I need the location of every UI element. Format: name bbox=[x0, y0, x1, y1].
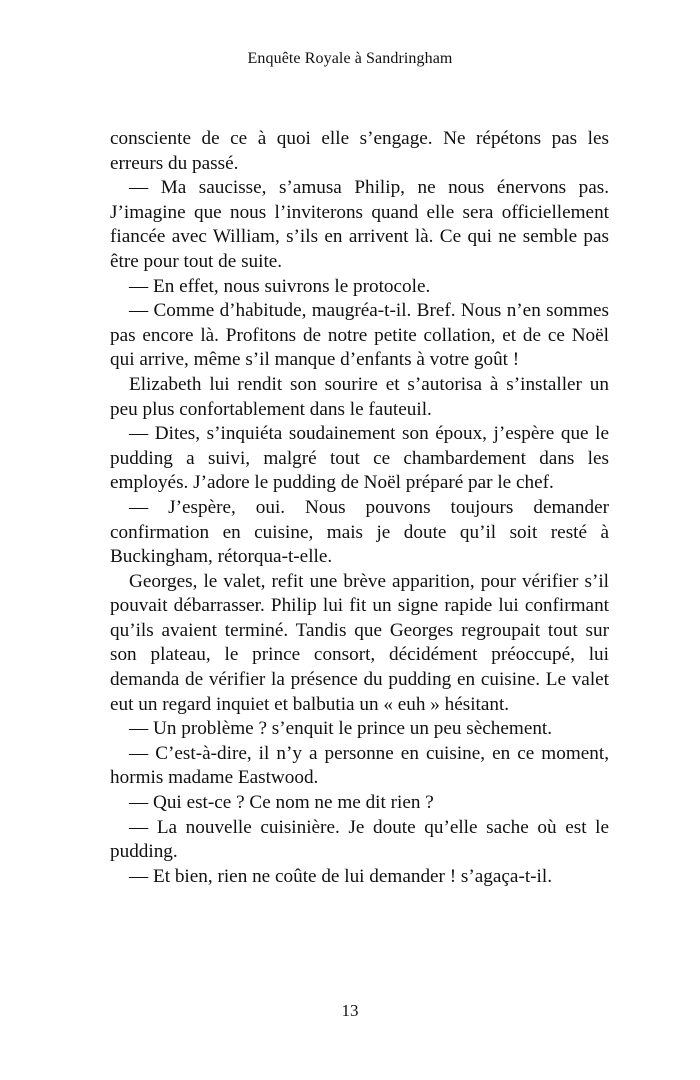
paragraph: Georges, le valet, refit une brève apparition, pour vérifier s’il pouvait débarrasser. Philip lui fit un signe rapide lui confirmant qu’ils avaient terminé. Tandis que Georges regroupait tout sur son plateau, le prince consort, décidément préoccupé, lui demanda de vérifier la présence du pudding en cuisine. Le valet eut un regard inquiet et balbutia un « euh » hésitant. bbox=[110, 570, 609, 715]
body-text bbox=[110, 127, 609, 889]
paragraph: — La nouvelle cuisinière. Je doute qu’elle sache où est le pudding. bbox=[110, 816, 609, 863]
paragraph: — En effet, nous suivrons le protocole. bbox=[129, 275, 431, 297]
paragraph: — C’est-à-dire, il n’y a personne en cuisine, en ce moment, hormis madame Eastwood. bbox=[110, 742, 609, 789]
page-number: 13 bbox=[341, 1001, 359, 1020]
paragraph: — J’espère, oui. Nous pouvons toujours demander confirmation en cuisine, mais je doute qu’il soit resté à Buckingham, rétorqua-t-elle. bbox=[110, 496, 609, 568]
paragraph: — Un problème ? s’enquit le prince un peu sèchement. bbox=[129, 718, 553, 740]
paragraph: — Et bien, rien ne coûte de lui demander ! s’agaça-t-il. bbox=[129, 865, 553, 887]
paragraph: — Qui est-ce ? Ce nom ne me dit rien ? bbox=[129, 792, 434, 814]
paragraph: — Ma saucisse, s’amusa Philip, ne nous énervons pas. J’imagine que nous l’inviterons quand elle sera officiellement fiancée avec William, s’ils en arrivent là. Ce qui ne semble pas être pour tout de suite. bbox=[110, 177, 609, 272]
paragraph: — Comme d’habitude, maugréa-t-il. Bref. Nous n’en sommes pas encore là. Profitons de notre petite collation, et de ce Noël qui arrive, même s’il manque d’enfants à votre goût ! bbox=[110, 300, 609, 371]
paragraph: consciente de ce à quoi elle s’engage. Ne répétons pas les erreurs du passé. bbox=[110, 128, 609, 174]
running-header: Enquête Royale à Sandringham bbox=[247, 50, 453, 67]
paragraph: — Dites, s’inquiéta soudainement son époux, j’espère que le pudding a suivi, malgré tout ce chambardement dans les employés. J’adore le pudding de Noël préparé par le chef. bbox=[110, 423, 609, 494]
paragraph: Elizabeth lui rendit son sourire et s’autorisa à s’installer un peu plus confortablement dans le fauteuil. bbox=[110, 373, 609, 420]
